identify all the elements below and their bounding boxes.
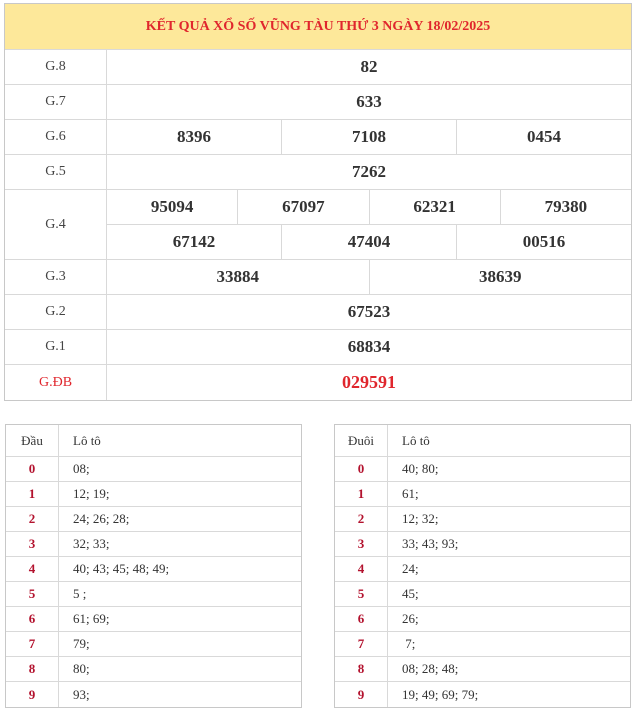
prize-rows bbox=[5, 50, 631, 400]
loto-numbers: 45; bbox=[402, 586, 419, 601]
loto-head-body bbox=[6, 457, 301, 707]
head-digit: 8 bbox=[6, 657, 59, 681]
prize-row bbox=[5, 295, 631, 330]
loto-numbers: 93; bbox=[73, 686, 90, 702]
loto-numbers: 80; bbox=[73, 661, 90, 676]
prize-number: 79380 bbox=[500, 190, 631, 224]
head-digit: 1 bbox=[6, 482, 59, 506]
head-digit: 7 bbox=[6, 632, 59, 656]
loto-numbers: 12; 19; bbox=[73, 486, 110, 501]
prize-label: G.5 bbox=[5, 155, 107, 189]
loto-row bbox=[6, 557, 301, 582]
loto-row bbox=[335, 582, 630, 607]
loto-row bbox=[6, 507, 301, 532]
prize-label: G.2 bbox=[5, 295, 107, 329]
prize-number-line bbox=[107, 330, 631, 364]
prize-number: 00516 bbox=[456, 225, 631, 259]
loto-column-header: Lô tô bbox=[402, 432, 430, 448]
prize-number-line bbox=[107, 50, 631, 84]
loto-tail-body bbox=[335, 457, 630, 707]
loto-column-header: Lô tô bbox=[73, 432, 101, 448]
prize-number-line bbox=[107, 120, 631, 154]
prize-number: 82 bbox=[360, 57, 378, 76]
prize-number-line bbox=[107, 295, 631, 329]
prize-label: G.8 bbox=[5, 50, 107, 84]
results-title: KẾT QUẢ XỔ SỐ VŨNG TÀU THỨ 3 NGÀY 18/02/2025 bbox=[5, 4, 631, 50]
prize-number-line bbox=[107, 85, 631, 119]
tail-digit: 0 bbox=[335, 457, 388, 481]
tail-digit: 8 bbox=[335, 657, 388, 681]
loto-row bbox=[335, 632, 630, 657]
prize-number: 0454 bbox=[456, 120, 631, 154]
prize-label: G.1 bbox=[5, 330, 107, 364]
prize-row bbox=[5, 260, 631, 295]
loto-numbers: 08; bbox=[73, 461, 90, 476]
loto-row bbox=[6, 482, 301, 507]
prize-number: 47404 bbox=[281, 225, 456, 259]
prize-numbers bbox=[107, 295, 631, 329]
prize-number: 67142 bbox=[172, 232, 216, 251]
prize-label: G.3 bbox=[5, 260, 107, 294]
loto-row bbox=[335, 557, 630, 582]
loto-row bbox=[6, 582, 301, 607]
prize-number: 95094 bbox=[150, 197, 194, 216]
loto-numbers: 08; 28; 48; bbox=[402, 661, 459, 676]
prize-number-line bbox=[107, 190, 631, 224]
prize-numbers bbox=[107, 50, 631, 84]
tail-column-header: Đuôi bbox=[335, 425, 388, 456]
head-digit: 6 bbox=[6, 607, 59, 631]
loto-numbers: 61; bbox=[402, 486, 419, 501]
tail-digit: 6 bbox=[335, 607, 388, 631]
prize-row bbox=[5, 330, 631, 365]
loto-numbers: 33; 43; 93; bbox=[402, 536, 459, 551]
loto-tail-table bbox=[334, 424, 631, 708]
prize-row bbox=[5, 190, 631, 260]
head-column-header: Đầu bbox=[6, 425, 59, 456]
loto-numbers: 7; bbox=[402, 636, 416, 651]
prize-label: G.4 bbox=[5, 190, 107, 259]
prize-label: G.ĐB bbox=[5, 365, 107, 400]
loto-numbers: 5 ; bbox=[73, 586, 87, 601]
loto-row bbox=[335, 657, 630, 682]
prize-numbers bbox=[107, 190, 631, 259]
head-digit: 3 bbox=[6, 532, 59, 556]
loto-row bbox=[335, 682, 630, 707]
prize-row bbox=[5, 155, 631, 190]
loto-row bbox=[335, 457, 630, 482]
loto-row bbox=[6, 532, 301, 557]
loto-row bbox=[6, 657, 301, 682]
loto-row bbox=[6, 632, 301, 657]
loto-row bbox=[6, 682, 301, 707]
loto-numbers: 24; 26; 28; bbox=[73, 511, 130, 526]
loto-row bbox=[335, 532, 630, 557]
loto-numbers: 40; 80; bbox=[402, 461, 439, 476]
loto-tail-header bbox=[335, 425, 630, 457]
results-table bbox=[4, 3, 632, 401]
loto-head-table bbox=[5, 424, 302, 708]
prize-number: 38639 bbox=[369, 260, 632, 294]
loto-row bbox=[6, 457, 301, 482]
head-digit: 5 bbox=[6, 582, 59, 606]
prize-row bbox=[5, 50, 631, 85]
prize-row bbox=[5, 365, 631, 400]
tail-digit: 9 bbox=[335, 682, 388, 707]
prize-numbers bbox=[107, 260, 631, 294]
prize-number: 7108 bbox=[281, 120, 456, 154]
prize-number-line bbox=[107, 155, 631, 189]
loto-row bbox=[335, 507, 630, 532]
tail-digit: 4 bbox=[335, 557, 388, 581]
head-digit: 2 bbox=[6, 507, 59, 531]
loto-row bbox=[6, 607, 301, 632]
loto-numbers: 24; bbox=[402, 561, 419, 576]
prize-row bbox=[5, 85, 631, 120]
prize-number-line bbox=[107, 365, 631, 400]
prize-label: G.7 bbox=[5, 85, 107, 119]
prize-numbers bbox=[107, 85, 631, 119]
head-digit: 9 bbox=[6, 682, 59, 707]
tail-digit: 2 bbox=[335, 507, 388, 531]
head-digit: 4 bbox=[6, 557, 59, 581]
prize-numbers bbox=[107, 365, 631, 400]
loto-row bbox=[335, 482, 630, 507]
prize-number: 62321 bbox=[369, 190, 500, 224]
prize-row bbox=[5, 120, 631, 155]
tail-digit: 1 bbox=[335, 482, 388, 506]
tail-digit: 3 bbox=[335, 532, 388, 556]
loto-numbers: 26; bbox=[402, 611, 419, 626]
prize-number: 67097 bbox=[237, 190, 368, 224]
prize-number: 8396 bbox=[177, 127, 211, 146]
loto-numbers: 19; 49; 69; 79; bbox=[402, 686, 479, 702]
tail-digit: 7 bbox=[335, 632, 388, 656]
prize-number: 33884 bbox=[216, 267, 259, 286]
loto-numbers: 12; 32; bbox=[402, 511, 439, 526]
prize-label: G.6 bbox=[5, 120, 107, 154]
loto-head-header bbox=[6, 425, 301, 457]
prize-numbers bbox=[107, 120, 631, 154]
prize-number: 633 bbox=[356, 92, 382, 111]
prize-number: 68834 bbox=[347, 337, 391, 356]
loto-row bbox=[335, 607, 630, 632]
prize-number-line bbox=[107, 260, 631, 294]
loto-numbers: 79; bbox=[73, 636, 90, 651]
loto-numbers: 32; 33; bbox=[73, 536, 110, 551]
prize-numbers bbox=[107, 155, 631, 189]
head-digit: 0 bbox=[6, 457, 59, 481]
loto-numbers: 61; 69; bbox=[73, 611, 110, 626]
tail-digit: 5 bbox=[335, 582, 388, 606]
prize-number: 7262 bbox=[352, 162, 386, 181]
loto-numbers: 40; 43; 45; 48; 49; bbox=[73, 561, 170, 576]
special-prize-number: 029591 bbox=[342, 372, 396, 392]
prize-numbers bbox=[107, 330, 631, 364]
prize-number-line bbox=[107, 224, 631, 259]
prize-number: 67523 bbox=[347, 302, 391, 321]
